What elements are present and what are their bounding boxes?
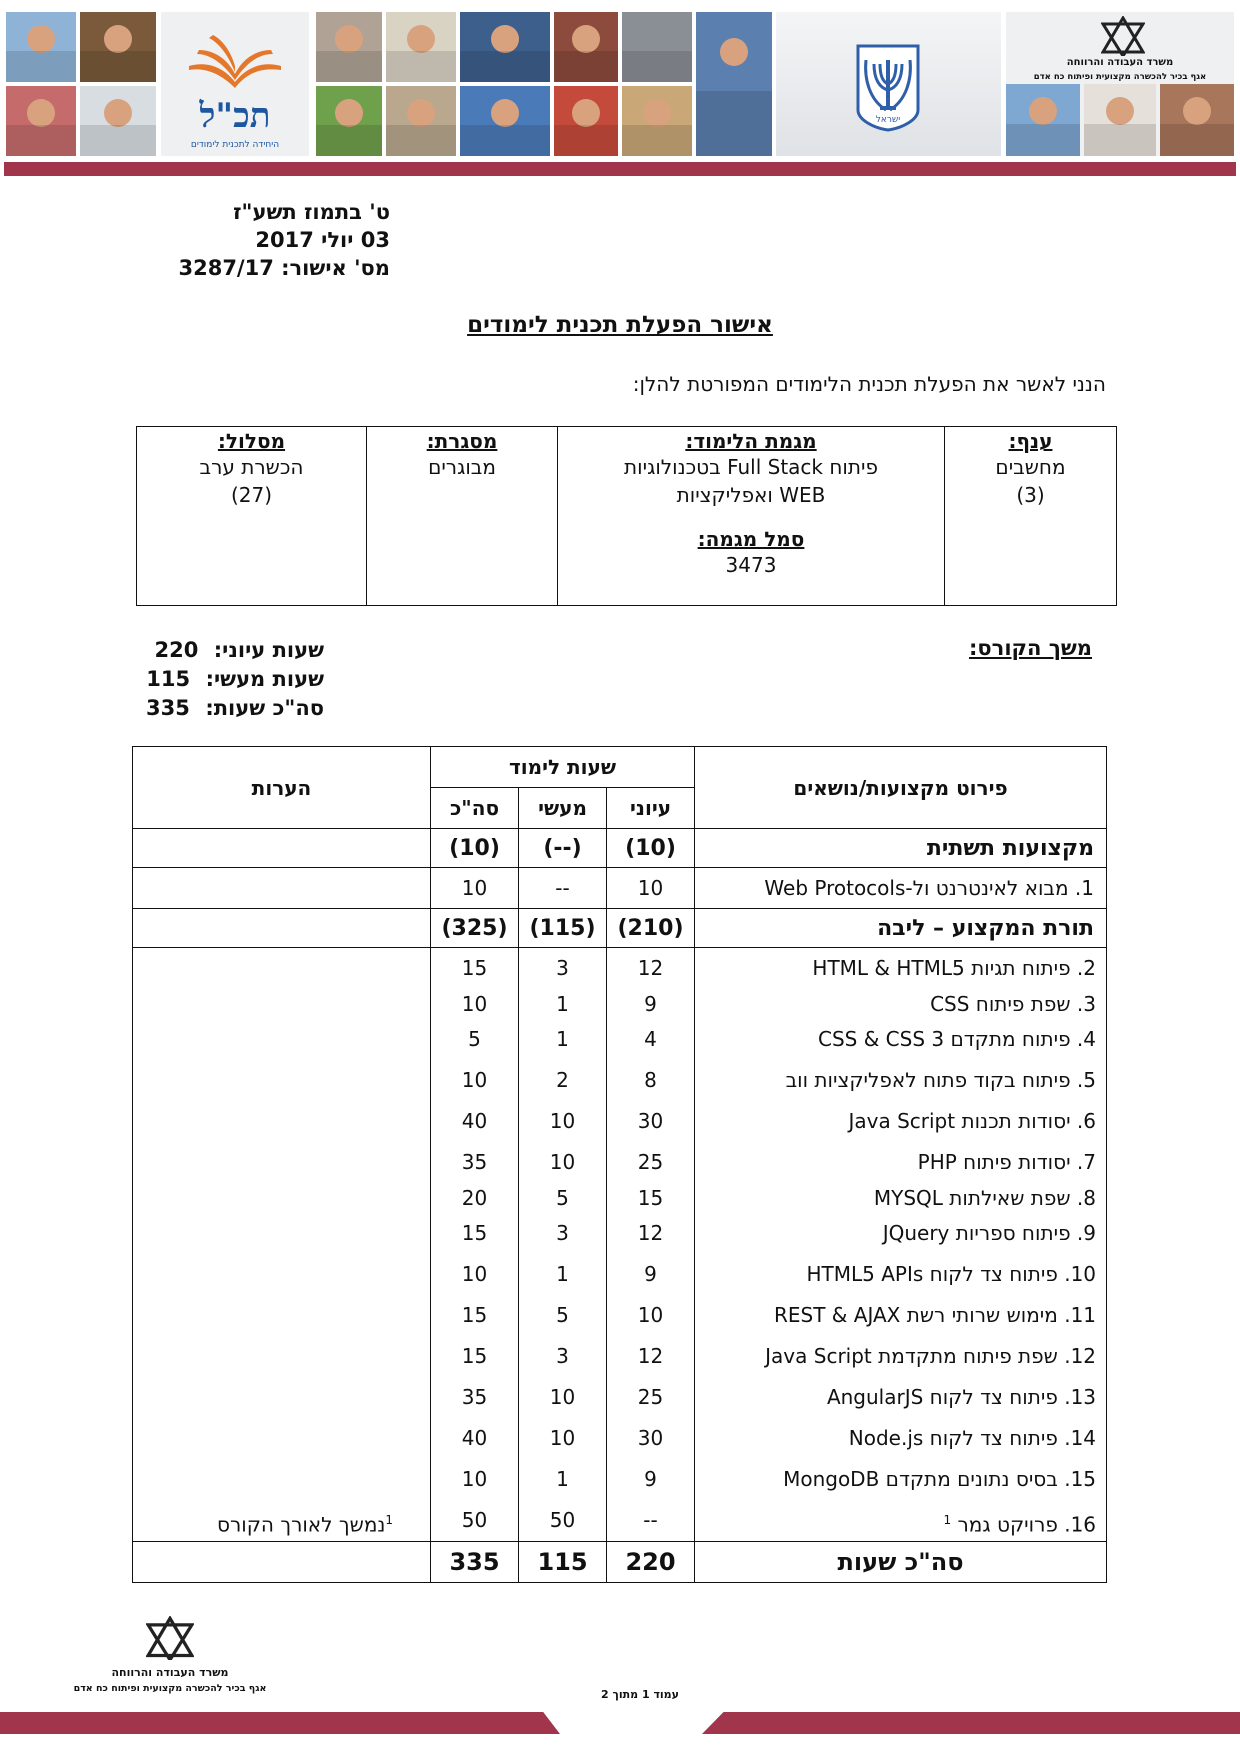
- date-block: [150, 198, 390, 282]
- total-cell: 15: [461, 1303, 488, 1327]
- topic-cell: 10. פיתוח צד לקוח HTML5 APIs: [806, 1262, 1097, 1286]
- photo-tile: [6, 12, 76, 82]
- state-emblem-tile: [776, 12, 1001, 156]
- theory-cell: 25: [637, 1150, 664, 1174]
- photo-tile: [1006, 84, 1080, 156]
- section-theory: (10): [607, 829, 695, 868]
- total-column: [431, 948, 519, 1542]
- footer-ministry-subtitle: אגף בכיר להכשרה מקצועית ופיתוח כח אדם: [73, 1683, 267, 1694]
- topic-cell: 13. פיתוח צד לקוח AngularJS: [826, 1385, 1097, 1409]
- footer-ministry-logo: [70, 1616, 270, 1706]
- theory-hours-label: שעות עיוני:: [213, 638, 325, 662]
- photo-tile: [316, 86, 382, 156]
- section-total: (325): [431, 909, 519, 948]
- note-cell: [133, 948, 430, 989]
- practice-hours-label: שעות מעשי:: [205, 667, 325, 691]
- page-number: עמוד 1 מתוך 2: [601, 1688, 679, 1701]
- theory-column: [607, 948, 695, 1542]
- photo-tile: [386, 12, 456, 82]
- topic-cell: 5. פיתוח בקוד פתוח לאפליקציות ווב: [785, 1068, 1097, 1092]
- total-cell: 35: [461, 1150, 488, 1174]
- ministry-subtitle: אגף בכיר להכשרה מקצועית ופיתוח כח אדם: [1033, 72, 1207, 82]
- total-header: סה"כ: [431, 788, 519, 829]
- ministry-star-logo-icon: [146, 1616, 194, 1660]
- menorah-emblem-icon: [852, 40, 924, 132]
- topics-header: פירוט מקצועות/נושאים: [695, 747, 1107, 829]
- framework-label: מסגרת:: [426, 429, 498, 453]
- major-cell: [558, 427, 945, 606]
- practice-cell: 10: [549, 1385, 576, 1409]
- document-title: אישור הפעלת תכנית לימודים: [467, 312, 773, 338]
- practice-hours-value: 115: [146, 667, 191, 691]
- section-row-core: [133, 909, 1107, 948]
- note-cell: [133, 1019, 430, 1060]
- total-cell: 5: [468, 1027, 481, 1051]
- major-code-label: סמל מגמה:: [697, 527, 805, 551]
- footer-ministry-name: משרד העבודה והרווחה: [111, 1666, 229, 1679]
- topic-cell: 6. יסודות תכנות Java Script: [848, 1109, 1097, 1133]
- note-cell: [133, 1213, 430, 1254]
- theory-cell: 12: [637, 1221, 664, 1245]
- practice-cell: 2: [556, 1068, 569, 1092]
- total-cell: 10: [461, 1467, 488, 1491]
- note-cell: [133, 989, 430, 1019]
- total-cell: 35: [461, 1385, 488, 1409]
- note-cell: [133, 1377, 430, 1418]
- section-name: מקצועות תשתית: [695, 829, 1107, 868]
- track-code: (27): [230, 483, 273, 507]
- theory-cell: 9: [644, 1262, 657, 1286]
- photo-tile: [460, 86, 550, 156]
- note-cell: [133, 1183, 430, 1213]
- practice-cell: 5: [556, 1186, 569, 1210]
- gregorian-date: 03 יולי 2017: [255, 228, 390, 252]
- tavil-logo-subtitle: היחידה לתכנית לימודים: [190, 140, 280, 150]
- course-length-label: משך הקורס:: [969, 636, 1092, 660]
- total-hours-value: 335: [146, 696, 190, 720]
- practice-column: [519, 948, 607, 1542]
- topic-cell: 14. פיתוח צד לקוח Node.js: [848, 1426, 1097, 1450]
- note-text: נמשך לאורך הקורס: [217, 1512, 386, 1537]
- program-info-table: [136, 426, 1117, 606]
- photo-tile: [554, 12, 618, 82]
- topic-cell: 9. פיתוח ספריות JQuery: [882, 1221, 1097, 1245]
- section-total: (10): [431, 829, 519, 868]
- photo-tile: [6, 86, 76, 156]
- photo-tile: [316, 12, 382, 82]
- photo-tile: [386, 86, 456, 156]
- core-topics-block: [133, 948, 1107, 1542]
- photo-tile: [460, 12, 550, 82]
- tavil-logo-text: תכ"ל: [199, 96, 271, 136]
- photo-tile: [80, 86, 156, 156]
- ministry-name: משרד העבודה והרווחה: [1066, 57, 1174, 68]
- theory-cell: 12: [637, 1344, 664, 1368]
- practice-cell: 1: [556, 992, 569, 1016]
- theory-cell: 15: [637, 1186, 664, 1210]
- footer-bar-right: [702, 1712, 1240, 1734]
- major-value-line2: WEB ואפליקציות: [676, 483, 826, 507]
- topic-cell: 3. שפת פיתוח CSS: [930, 992, 1097, 1016]
- practice-cell: 1: [556, 1027, 569, 1051]
- note-cell: [133, 1101, 430, 1142]
- topic-cell: 1. מבוא לאינטרנט ול-Web Protocols: [695, 868, 1107, 909]
- theory-cell: 10: [637, 1303, 664, 1327]
- topic-cell: 2. פיתוח תגיות HTML & HTML5: [812, 956, 1097, 980]
- total-cell: 40: [461, 1426, 488, 1450]
- header-row: [133, 747, 1107, 788]
- practice-cell: 3: [556, 1221, 569, 1245]
- practice-cell: 3: [556, 956, 569, 980]
- theory-cell: 9: [644, 992, 657, 1016]
- topic-cell: 11. מימוש שרותי רשת REST & AJAX: [774, 1303, 1097, 1327]
- note-cell: [133, 1336, 430, 1377]
- practice-cell: 10: [549, 1109, 576, 1133]
- total-cell: 50: [461, 1508, 488, 1532]
- hours-header: שעות לימוד: [431, 747, 695, 788]
- ministry-star-logo-icon: [1101, 16, 1145, 56]
- emblem-text: ישראל: [875, 115, 901, 125]
- theory-cell: 4: [644, 1027, 657, 1051]
- theory-header: עיוני: [607, 788, 695, 829]
- notes-header: הערות: [133, 747, 431, 829]
- total-row: [133, 1542, 1107, 1583]
- photo-tile: [80, 12, 156, 82]
- theory-cell: --: [643, 1508, 658, 1532]
- photo-tile: [622, 12, 692, 82]
- topic-cell: [695, 1500, 1106, 1541]
- footnote-mark: 1: [943, 1513, 952, 1527]
- major-value-line1: פיתוח Full Stack בטכנולוגיות: [624, 455, 878, 479]
- photo-tile: [696, 12, 772, 156]
- curriculum-table: [132, 746, 1107, 1583]
- theory-hours-row: [146, 636, 324, 665]
- note-cell: [133, 1142, 430, 1183]
- note-cell: [133, 1254, 430, 1295]
- theory-cell: 12: [637, 956, 664, 980]
- header-banner: [6, 12, 1234, 160]
- footer-bar-left: [0, 1712, 560, 1734]
- note-cell: [133, 1295, 430, 1336]
- intro-text: הנני לאשר את הפעלת תכנית הלימודים המפורטת להלן:: [632, 372, 1106, 396]
- practice-header: מעשי: [519, 788, 607, 829]
- total-cell: 10: [461, 992, 488, 1016]
- note-cell: [133, 868, 431, 909]
- note-cell: [133, 1459, 430, 1500]
- photo-tile: [554, 86, 618, 156]
- topic-text: 16. פרויקט גמר: [957, 1512, 1097, 1537]
- topic-cell: 7. יסודות פיתוח PHP: [917, 1150, 1097, 1174]
- note-cell: [133, 1060, 430, 1101]
- practice-cell: --: [519, 868, 607, 909]
- total-hours-row: [146, 694, 324, 723]
- framework-cell: [367, 427, 558, 606]
- note-cell: [133, 1418, 430, 1459]
- total-label: סה"כ שעות: [695, 1542, 1107, 1583]
- footnote-mark: 1: [385, 1513, 394, 1527]
- branch-cell: [945, 427, 1117, 606]
- section-practice: (115): [519, 909, 607, 948]
- notes-column: [133, 948, 431, 1542]
- practice-cell: 50: [549, 1508, 576, 1532]
- total-cell: 20: [461, 1186, 488, 1210]
- header-divider: [4, 162, 1236, 176]
- total-practice: 115: [519, 1542, 607, 1583]
- hebrew-date: ט' בתמוז תשע"ז: [233, 200, 390, 224]
- open-book-icon: [187, 30, 283, 90]
- track-cell: [137, 427, 367, 606]
- table-row: [133, 868, 1107, 909]
- total-sum: 335: [431, 1542, 519, 1583]
- practice-cell: 1: [556, 1467, 569, 1491]
- total-cell: 15: [461, 1221, 488, 1245]
- topic-cell: 15. בסיס נתונים מתקדם MongoDB: [783, 1467, 1097, 1491]
- topics-column: [695, 948, 1107, 1542]
- topic-cell: 4. פיתוח מתקדם CSS & CSS 3: [818, 1027, 1097, 1051]
- section-row-infrastructure: [133, 829, 1107, 868]
- major-code: 3473: [725, 553, 777, 577]
- total-theory: 220: [607, 1542, 695, 1583]
- theory-cell: 10: [607, 868, 695, 909]
- section-practice: (--): [519, 829, 607, 868]
- approval-number: מס' אישור: 3287/17: [178, 256, 390, 280]
- section-name: תורת המקצוע – ליבה: [695, 909, 1107, 948]
- section-note: [133, 829, 431, 868]
- theory-cell: 30: [637, 1426, 664, 1450]
- branch-value: מחשבים: [995, 455, 1066, 479]
- section-note: [133, 909, 431, 948]
- total-note: [133, 1542, 431, 1583]
- topic-cell: 8. שפת שאילתות MYSQL: [873, 1186, 1097, 1210]
- section-theory: (210): [607, 909, 695, 948]
- total-cell: 40: [461, 1109, 488, 1133]
- total-cell: 10: [431, 868, 519, 909]
- branch-code: (3): [1016, 483, 1045, 507]
- total-cell: 15: [461, 956, 488, 980]
- theory-cell: 8: [644, 1068, 657, 1092]
- branch-label: ענף:: [1008, 429, 1053, 453]
- photo-tile: [622, 86, 692, 156]
- practice-cell: 3: [556, 1344, 569, 1368]
- practice-cell: 10: [549, 1426, 576, 1450]
- major-label: מגמת הלימוד:: [685, 429, 817, 453]
- theory-hours-value: 220: [154, 638, 199, 662]
- total-hours-label: סה"כ שעות:: [205, 696, 325, 720]
- practice-cell: 1: [556, 1262, 569, 1286]
- topic-cell: 12. שפת פיתוח מתקדמת Java Script: [765, 1344, 1097, 1368]
- practice-hours-row: [146, 665, 324, 694]
- practice-cell: 5: [556, 1303, 569, 1327]
- total-cell: 15: [461, 1344, 488, 1368]
- total-cell: 10: [461, 1068, 488, 1092]
- hours-summary: [146, 636, 324, 723]
- ministry-logo-tile: [1006, 12, 1234, 156]
- photo-tile: [1084, 84, 1156, 156]
- framework-value: מבוגרים: [428, 455, 496, 479]
- theory-cell: 25: [637, 1385, 664, 1409]
- total-cell: 10: [461, 1262, 488, 1286]
- theory-cell: 9: [644, 1467, 657, 1491]
- tavil-logo: [161, 12, 309, 156]
- practice-cell: 10: [549, 1150, 576, 1174]
- photo-tile: [1160, 84, 1234, 156]
- note-cell: [133, 1500, 430, 1541]
- track-value: הכשרת ערב: [199, 455, 304, 479]
- theory-cell: 30: [637, 1109, 664, 1133]
- track-label: מסלול:: [217, 429, 286, 453]
